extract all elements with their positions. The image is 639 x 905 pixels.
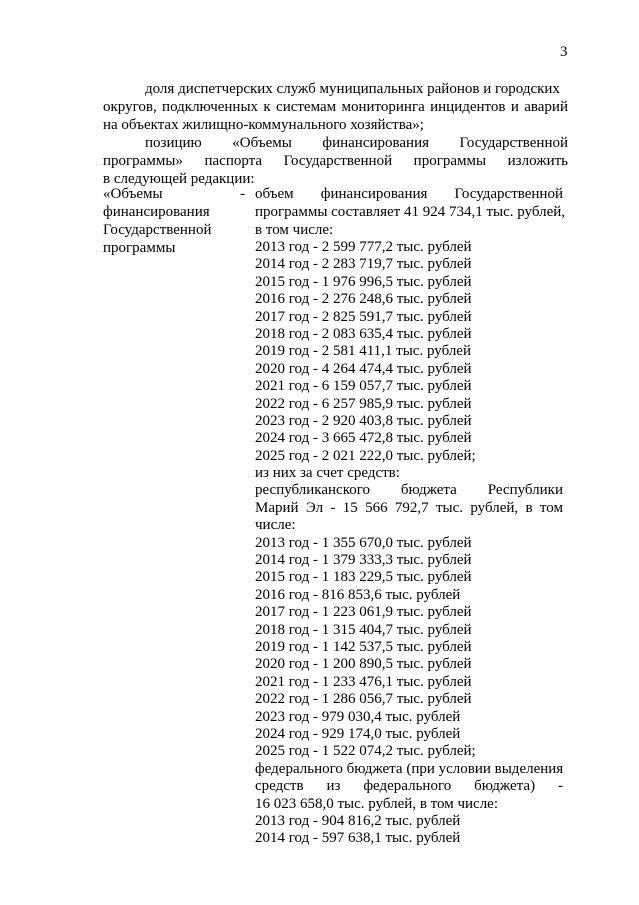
year-entry: 2013 год - 904 816,2 тыс. рублей xyxy=(255,812,461,829)
funding-label-column xyxy=(103,185,245,257)
year-entry: 2014 год - 2 283 719,7 тыс. рублей xyxy=(255,256,472,273)
year-entry: 2017 год - 2 825 591,7 тыс. рублей xyxy=(255,308,472,325)
year-entry: 2024 год - 3 665 472,8 тыс. рублей xyxy=(255,430,472,447)
funding-label-line: финансирования xyxy=(103,204,210,220)
federal-by-year-list xyxy=(255,813,563,848)
funding-header-line: объем финансирования Государственной xyxy=(255,186,563,202)
year-entry: 2023 год - 979 030,4 тыс. рублей xyxy=(255,708,461,725)
funding-label-first-row xyxy=(103,185,245,203)
funding-label-quote: «Объемы xyxy=(103,186,163,202)
year-entry: 2019 год - 2 581 411,1 тыс. рублей xyxy=(255,343,471,360)
republic-by-year-list xyxy=(255,535,563,761)
year-entry: 2014 год - 1 379 333,3 тыс. рублей xyxy=(255,552,472,569)
year-entry: 2025 год - 1 522 074,2 тыс. рублей; xyxy=(255,743,476,760)
year-entry: 2013 год - 2 599 777,2 тыс. рублей xyxy=(255,239,472,255)
intro-line: позицию «Объемы финансирования Государственной xyxy=(145,135,568,151)
funding-header-line: программы составляет 41 924 734,1 тыс. рублей, xyxy=(255,204,566,220)
republic-budget-line: Марий Эл - 15 566 792,7 тыс. рублей, в том xyxy=(255,499,563,516)
funding-label-line: Государственной xyxy=(103,222,212,238)
year-entry: 2015 год - 1 183 229,5 тыс. рублей xyxy=(255,569,472,586)
intro-line: округов, подключенных к системам мониторинга инцидентов и аварий xyxy=(103,99,568,115)
total-by-year-list xyxy=(255,239,563,465)
year-entry: 2016 год - 2 276 248,6 тыс. рублей xyxy=(255,291,472,308)
year-entry: 2022 год - 6 257 985,9 тыс. рублей xyxy=(255,395,472,412)
intro-paragraphs xyxy=(103,80,568,188)
year-entry: 2020 год - 4 264 474,4 тыс. рублей xyxy=(255,360,472,377)
funding-label-line: программы xyxy=(103,240,176,256)
year-entry: 2021 год - 6 159 057,7 тыс. рублей xyxy=(255,378,472,395)
funding-header-line: в том числе: xyxy=(255,222,334,238)
year-entry: 2013 год - 1 355 670,0 тыс. рублей xyxy=(255,534,472,551)
federal-budget-line: федерального бюджета (при условии выделения xyxy=(255,760,564,777)
intro-line: доля диспетчерских служб муниципальных районов и городских xyxy=(145,81,560,97)
year-entry: 2018 год - 2 083 635,4 тыс. рублей xyxy=(255,325,472,342)
year-entry: 2017 год - 1 223 061,9 тыс. рублей xyxy=(255,604,472,621)
intro-line: программы» паспорта Государственной программы изложить xyxy=(103,153,568,169)
year-entry: 2016 год - 816 853,6 тыс. рублей xyxy=(255,586,461,603)
year-entry: 2014 год - 597 638,1 тыс. рублей xyxy=(255,830,461,847)
intro-line: на объектах жилищно-коммунального хозяйства»; xyxy=(103,117,424,133)
year-entry: 2019 год - 1 142 537,5 тыс. рублей xyxy=(255,638,472,655)
year-entry: 2015 год - 1 976 996,5 тыс. рублей xyxy=(255,273,472,290)
federal-budget-line: 16 023 658,0 тыс. рублей, в том числе: xyxy=(255,795,499,812)
funding-details-column xyxy=(255,185,566,848)
year-entry: 2021 год - 1 233 476,1 тыс. рублей xyxy=(255,673,472,690)
sources-intro: из них за счет средств: xyxy=(255,465,400,482)
year-entry: 2020 год - 1 200 890,5 тыс. рублей xyxy=(255,656,472,673)
federal-budget-line: средств из федерального бюджета) - xyxy=(255,778,563,795)
funding-label-dash: - xyxy=(240,186,245,202)
republic-budget-line: числе: xyxy=(255,517,296,534)
year-entry: 2022 год - 1 286 056,7 тыс. рублей xyxy=(255,691,472,708)
year-entry: 2025 год - 2 021 222,0 тыс. рублей; xyxy=(255,447,476,464)
republic-budget-line: республиканского бюджета Республики xyxy=(255,482,563,499)
page-number: 3 xyxy=(560,44,568,60)
intro-line: в следующей редакции: xyxy=(103,171,255,187)
year-entry: 2024 год - 929 174,0 тыс. рублей xyxy=(255,725,461,742)
year-entry: 2018 год - 1 315 404,7 тыс. рублей xyxy=(255,621,472,638)
year-entry: 2023 год - 2 920 403,8 тыс. рублей xyxy=(255,412,472,429)
